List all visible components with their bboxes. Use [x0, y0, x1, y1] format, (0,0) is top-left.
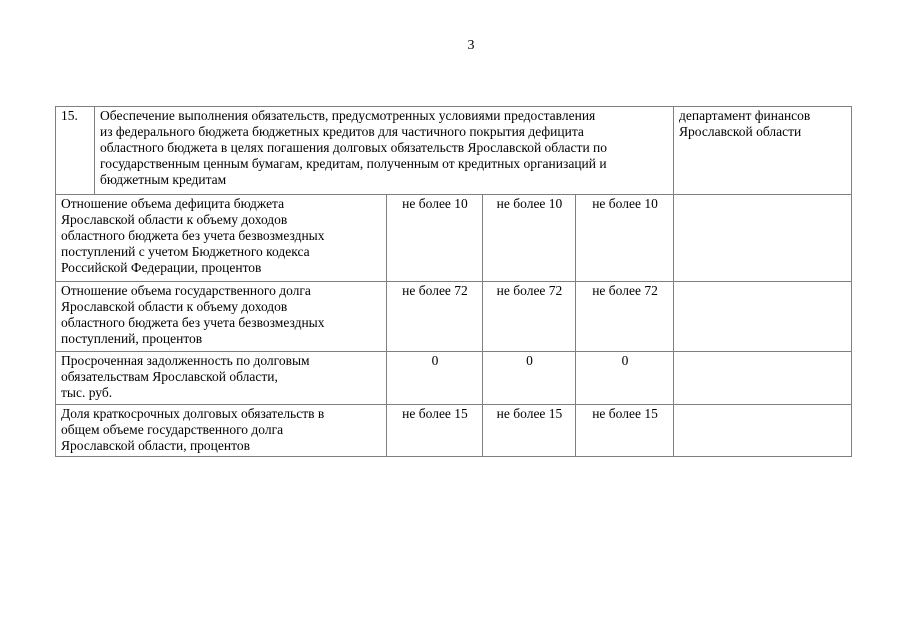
indicators-table [55, 106, 852, 457]
table-row-indicator [56, 352, 852, 405]
indicator-name-line: Просроченная задолженность по долговым [61, 353, 310, 368]
indicator-note [674, 282, 852, 352]
table-row-indicator [56, 195, 852, 282]
indicator-name [56, 352, 387, 405]
table-row-indicator [56, 282, 852, 352]
table-row-task [56, 107, 852, 195]
task-description-line: из федерального бюджета бюджетных кредитов для частичного покрытия дефицита [100, 124, 584, 139]
indicator-name-line: областного бюджета без учета безвозмездных [61, 315, 325, 330]
indicator-name [56, 195, 387, 282]
indicator-name-line: Российской Федерации, процентов [61, 260, 262, 275]
indicator-name-line: Отношение объема дефицита бюджета [61, 196, 285, 211]
indicator-name [56, 405, 387, 457]
task-description-line: Обеспечение выполнения обязательств, предусмотренных условиями предоставления [100, 108, 596, 123]
indicator-name-line: Доля краткосрочных долговых обязательств в [61, 406, 325, 421]
indicator-name-line: Ярославской области к объему доходов [61, 212, 288, 227]
responsible-line: департамент финансов [679, 108, 811, 123]
indicator-name-line: Ярославской области, процентов [61, 438, 250, 453]
indicator-name-line: поступлений, процентов [61, 331, 203, 346]
indicator-value: не более 72 [483, 282, 576, 352]
responsible-line: Ярославской области [679, 124, 802, 139]
task-description-line: областного бюджета в целях погашения долговых обязательств Ярославской области по [100, 140, 608, 155]
indicator-name-line: Отношение объема государственного долга [61, 283, 311, 298]
indicator-value: не более 15 [387, 405, 483, 457]
indicator-name-line: тыс. руб. [61, 385, 113, 400]
task-description-line: государственным ценным бумагам, кредитам, полученным от кредитных организаций и [100, 156, 607, 171]
indicator-value: не более 15 [483, 405, 576, 457]
indicator-note [674, 405, 852, 457]
indicator-name-line: общем объеме государственного долга [61, 422, 284, 437]
indicator-name-line: областного бюджета без учета безвозмездных [61, 228, 325, 243]
indicator-value: не более 10 [576, 195, 674, 282]
indicator-name [56, 282, 387, 352]
indicator-value: 0 [387, 352, 483, 405]
indicator-name-line: поступлений с учетом Бюджетного кодекса [61, 244, 310, 259]
indicator-name-line: Ярославской области к объему доходов [61, 299, 288, 314]
indicator-note [674, 352, 852, 405]
indicator-note [674, 195, 852, 282]
task-description [95, 107, 674, 195]
indicator-name-line: обязательствам Ярославской области, [61, 369, 278, 384]
responsible-executor [674, 107, 852, 195]
table-row-indicator [56, 405, 852, 457]
indicator-value: не более 10 [483, 195, 576, 282]
indicator-value: не более 72 [576, 282, 674, 352]
indicator-value: 0 [576, 352, 674, 405]
page-number: 3 [467, 38, 475, 53]
task-description-line: бюджетным кредитам [100, 172, 227, 187]
indicator-value: не более 72 [387, 282, 483, 352]
indicator-value: не более 10 [387, 195, 483, 282]
indicator-value: не более 15 [576, 405, 674, 457]
task-number: 15. [56, 107, 95, 195]
indicator-value: 0 [483, 352, 576, 405]
